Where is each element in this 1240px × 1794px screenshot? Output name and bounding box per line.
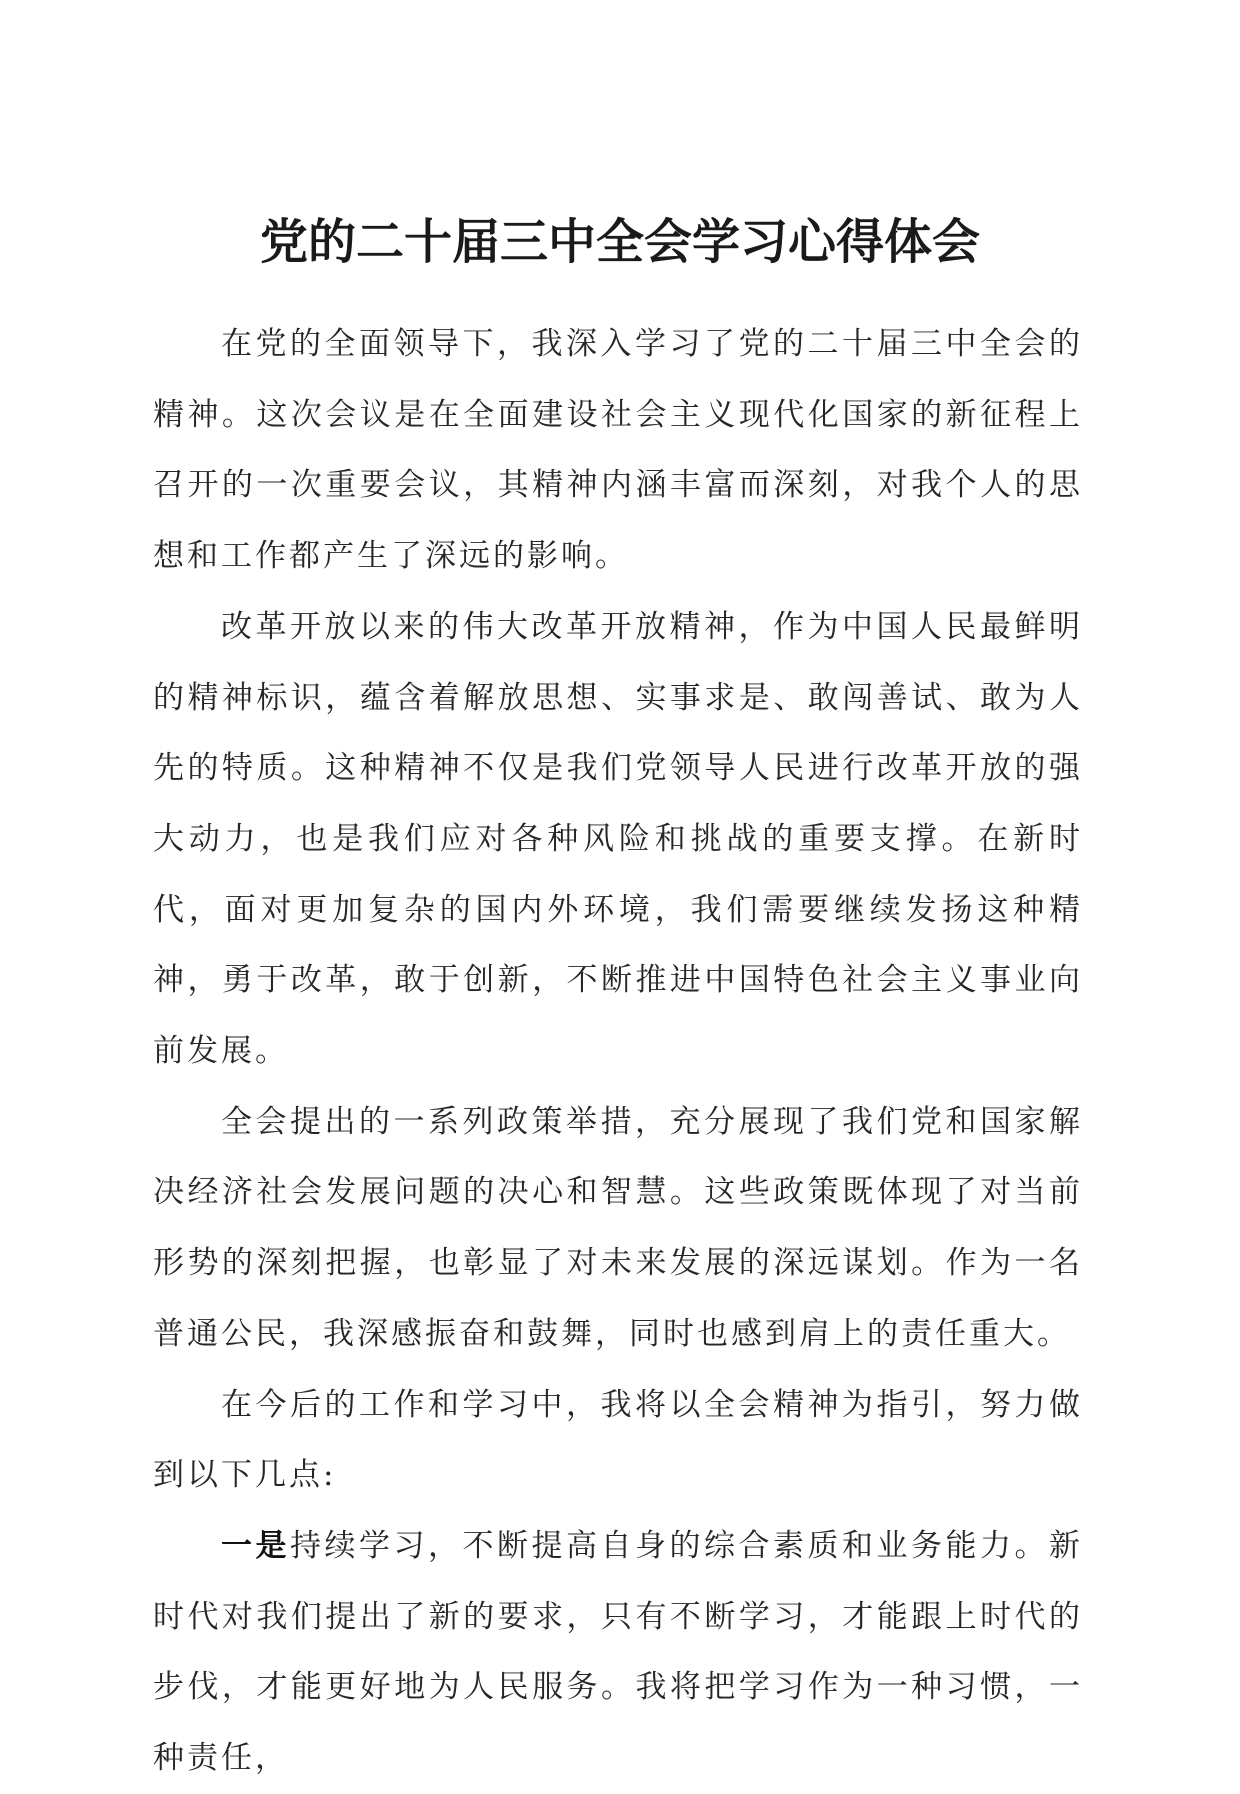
paragraph-future-work: 在今后的工作和学习中，我将以全会精神为指引，努力做到以下几点: [153, 1386, 1083, 1494]
paragraph-policy-measures: 全会提出的一系列政策举措，充分展现了我们党和国家解决经济社会发展问题的决心和智慧。这些政策既体现了对当前形势的深刻把握，也彰显了对未来发展的深远谋划。作为一名普通公民，我深感振奋和鼓舞，同时也感到肩上的责任重大。 [153, 1103, 1083, 1352]
paragraph-point-one [153, 1511, 1083, 1794]
document-body [153, 309, 1083, 1794]
paragraph-intro: 在党的全面领导下，我深入学习了党的二十届三中全会的精神。这次会议是在全面建设社会主义现代化国家的新征程上召开的一次重要会议，其精神内涵丰富而深刻，对我个人的思想和工作都产生了深远的影响。 [153, 326, 1083, 575]
document-title: 党的二十届三中全会学习心得体会 [259, 214, 980, 270]
paragraph-reform-spirit: 改革开放以来的伟大改革开放精神，作为中国人民最鲜明的精神标识，蕴含着解放思想、实事求是、敢闯善试、敢为人先的特质。这种精神不仅是我们党领导人民进行改革开放的强大动力，也是我们应对各种风险和挑战的重要支撑。在新时代，面对更加复杂的国内外环境，我们需要继续发扬这种精神，勇于改革，敢于创新，不断推进中国特色社会主义事业向前发展。 [153, 608, 1083, 1070]
point-one-lead: 一是 [221, 1527, 290, 1564]
point-one-text: 持续学习，不断提高自身的综合素质和业务能力。新时代对我们提出了新的要求，只有不断学习，才能跟上时代的步伐，才能更好地为人民服务。我将把学习作为一种习惯，一种责任， [153, 1527, 1083, 1777]
